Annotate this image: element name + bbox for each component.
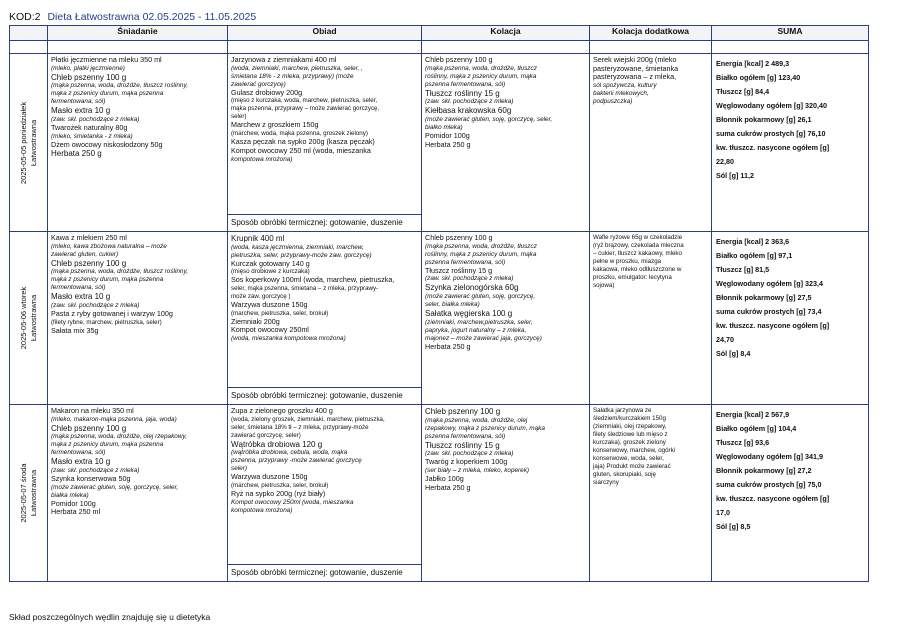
nutrition-value: Tłuszcz [g] 93,6 (716, 438, 770, 447)
extra-supper-cell (590, 232, 712, 405)
menu-line: kakaowa, mleko odtłuszczone w (593, 266, 682, 273)
supper-cell (422, 54, 590, 232)
menu-line: fermentowana, sól) (51, 284, 106, 292)
menu-line: mąka pszenna, przyprawy – może zawierać gorczycę, (231, 105, 380, 113)
menu-line: (mleko, makaron-mąka pszenna, jaja, woda) (51, 415, 177, 423)
nutrition-value: Błonnik pokarmowy [g] 27,5 (716, 293, 812, 302)
breakfast-content (48, 232, 227, 337)
menu-line: (mąka pszenna, woda, drożdże, tłuszcz roślinny, (51, 268, 188, 276)
menu-line: Twarożek naturalny 80g (51, 122, 128, 132)
supper-items (422, 54, 589, 151)
menu-line: pszenna, przyprawy -może zawierać gorczycę (231, 457, 362, 465)
menu-line: bakterii mlekowych, (593, 90, 649, 98)
corner-cell (10, 26, 48, 41)
menu-line: Sałata mix 35g (51, 325, 99, 335)
nutrition-summary (712, 232, 868, 364)
menu-line: Dżem owocowy niskosłodzony 50g (51, 139, 163, 149)
menu-line: Chleb pszenny 100 g (425, 407, 501, 416)
day-label-cell (10, 405, 48, 582)
menu-line: (może zawierać gluten, soję, gorczycę, seler, (425, 115, 553, 123)
menu-line: Kawa z mlekiem 250 ml (51, 233, 127, 242)
menu-line: śledziem/kurczakiem 150g (593, 415, 666, 422)
lunch-cell (228, 232, 422, 405)
day-label (19, 101, 39, 183)
menu-line: Marchew z groszkiem 150g (231, 120, 319, 130)
day-row (10, 54, 869, 232)
menu-line: Makaron na mleku 350 ml (51, 406, 134, 415)
menu-line: Kiełbasa krakowska 60g (425, 106, 512, 116)
menu-line: Wafle ryżowe 65g w czekoladzie (593, 234, 683, 241)
menu-line: Jarzynowa z ziemniakami 400 ml (231, 55, 337, 64)
day-date: 2025-05-06 wtorek (18, 286, 28, 350)
col-lunch: Obiad (228, 26, 422, 41)
col-sum: SUMA (712, 26, 869, 41)
diet-code: KOD:2 (9, 11, 41, 23)
menu-line: roślinny, mąka z pszenicy durum, mąka (425, 72, 537, 80)
day-label (19, 463, 39, 522)
menu-line: kompotowa mrożona) (231, 155, 293, 163)
day-diet: Łatwostrawna (28, 294, 38, 342)
menu-line: pszenna fermentowana, sól) (425, 80, 506, 88)
nutrition-value: Białko ogółem [g] 123,40 (716, 73, 801, 82)
menu-line: roślinny, mąka z pszenicy durum, mąka (425, 250, 537, 258)
menu-line: (mleko, kawa zbożowa naturalna – może (51, 242, 167, 250)
menu-line: majonez – może zawierać jaja, gorczycę) (425, 334, 542, 342)
thermal-processing-note: Sposób obróbki termicznej: gotowanie, duszenie (228, 387, 421, 404)
nutrition-value: Sól [g] 11,2 (716, 171, 754, 180)
menu-line: Warzywa duszone 150g (231, 472, 308, 482)
menu-line: rzepakowy, mąka z pszenicy durum, mąka (425, 424, 545, 432)
menu-line: Szynka zielonogórska 60g (425, 283, 519, 293)
breakfast-items (48, 54, 227, 161)
menu-line: Gulasz drobiowy 200g (231, 87, 303, 97)
menu-line: może zaw. gorczycę ) (231, 293, 291, 300)
menu-line: (zaw. skł. pochodzące z mleka) (51, 301, 140, 309)
supper-items (422, 405, 589, 494)
menu-line: konserwowe, woda, seler, (593, 455, 664, 462)
lunch-items (228, 54, 421, 166)
nutrition-value: Węglowodany ogółem [g] 323,4 (716, 279, 824, 288)
menu-line: Chleb pszenny 100 g (51, 72, 127, 82)
extra-supper-content (590, 232, 711, 292)
menu-line: (może zawierać gluten, soję, gorczycę, seler, (51, 483, 179, 491)
menu-line: (marchew, woda, mąka pszenna, groszek zielony) (231, 130, 368, 138)
menu-line: Tłuszcz roślinny 15 g (425, 88, 500, 98)
menu-line: fermentowana, sól) (51, 98, 106, 106)
breakfast-items (48, 405, 227, 519)
nutrition-value: Błonnik pokarmowy [g] 26,1 (716, 115, 812, 124)
menu-line: Chleb pszenny 100 g (425, 233, 493, 242)
day-date: 2025-05-05 poniedziałek (18, 101, 28, 184)
menu-line: jaja) Produkt może zawierać (593, 463, 671, 470)
menu-line: (woda, mieszanka kompotowa mrożona) (231, 335, 346, 343)
extra-supper-cell (590, 54, 712, 232)
nutrition-value: 17,0 (716, 508, 730, 517)
menu-line: (ziemniaki, marchew,pietruszka, seler, (425, 318, 533, 326)
breakfast-cell (48, 54, 228, 232)
menu-line: (woda, kasza jęczmienna, ziemniaki, marchew, (231, 243, 364, 251)
sum-cell (712, 232, 869, 405)
nutrition-value: kw. tłuszcz. nasycone ogółem [g] (716, 494, 830, 503)
sum-cell (712, 405, 869, 582)
menu-line: filety śledziowe lub mięso z (593, 431, 668, 438)
menu-line: kurczaka), groszek zielony (593, 439, 666, 446)
menu-line: konserwowy, marchew, ogórki (593, 447, 676, 454)
menu-line: (ziemniaki, olej rzepakowy, (593, 423, 667, 430)
menu-line: Jabłko 100g (425, 473, 464, 483)
sum-cell (712, 54, 869, 232)
menu-line: Herbata 250 g (51, 149, 102, 159)
extra-supper-content (590, 54, 711, 108)
menu-line: (ser biały – z mleka, mleko, koperek) (425, 466, 530, 474)
menu-line: seler) (231, 113, 247, 121)
menu-line: (mąka pszenna, woda, drożdże, tłuszcz (425, 64, 537, 72)
breakfast-cell (48, 405, 228, 582)
nutrition-value: Sól [g] 8,5 (716, 522, 751, 531)
lunch-items (228, 405, 421, 517)
extra-supper-cell (590, 405, 712, 582)
menu-line: (marchew, pietruszka, seler, brokuł) (231, 309, 329, 317)
menu-line: seler, śmietana 18% tł – z mleka, przyprawy-może (231, 423, 369, 431)
menu-line: Kurczak gotowany 140 g (231, 258, 310, 268)
day-label-cell (10, 54, 48, 232)
menu-line: Kompot owocowy 250ml (woda, mieszanka (231, 498, 354, 506)
col-supper: Kolacja (422, 26, 590, 41)
menu-line: Sos koperkowy 100ml (woda, marchew, pietruszka, (231, 275, 395, 285)
day-diet: Łatwostrawna (28, 469, 38, 517)
nutrition-value: Białko ogółem [g] 104,4 (716, 424, 797, 433)
menu-line: (mąka pszenna, woda, drożdże, olej rzepakowy, (51, 433, 187, 441)
extra-supper-content (590, 405, 711, 489)
menu-line: pszenna fermentowana, sól) (425, 258, 506, 266)
menu-line: Szynka konserwowa 50g (51, 473, 131, 483)
menu-line: Chleb pszenny 100 g (425, 55, 493, 64)
menu-line: zawierać gluten, cukier) (51, 250, 119, 258)
supper-cell (422, 405, 590, 582)
supper-items (422, 232, 589, 353)
menu-line: mąka z pszenicy durum, mąka pszenna (51, 90, 164, 98)
menu-line: Pomidor 100g (51, 498, 96, 508)
menu-line: (ryż brązowy, czekolada mleczna (593, 242, 684, 249)
menu-line: Masło extra 10 g (51, 292, 111, 302)
menu-line: Herbata 250 ml (51, 507, 101, 517)
menu-line: proszku, emulgator: lecytyna (593, 274, 672, 281)
breakfast-content (48, 405, 227, 519)
supper-content (422, 232, 589, 353)
menu-line: (mleko, płatki jęczmienne) (51, 64, 125, 72)
breakfast-items (48, 232, 227, 337)
menu-line: Chleb pszenny 100 g (51, 258, 127, 268)
menu-line: Sałatka węgierska 100 g (425, 309, 513, 318)
menu-line: sól spożywcza, kultury (593, 82, 657, 90)
nutrition-value: Energia [kcal] 2 363,6 (716, 237, 790, 246)
menu-line: gluten, skorupiaki, soję (593, 471, 656, 478)
menu-line: Sałatka jarzynowa ze (593, 407, 652, 414)
footer-note: Skład poszczególnych wędlin znajduję się u dietetyka (9, 612, 211, 622)
thermal-processing-note: Sposób obróbki termicznej: gotowanie, duszenie (228, 214, 421, 231)
extra-supper-items (590, 232, 711, 292)
breakfast-cell (48, 232, 228, 405)
menu-line: Wątróbka drobiowa 120 g (231, 439, 323, 449)
menu-line: (mięso drobiowe z kurczaka) (231, 268, 310, 276)
menu-line: (woda, ziemniaki, marchew, pietruszka, seler, , (231, 64, 363, 72)
menu-line: Kasza pęczak na sypko 200g (kasza pęczak) (231, 137, 375, 147)
nutrition-value: 22,80 (716, 157, 734, 166)
nutrition-value: suma cukrów prostych [g] 75,0 (716, 480, 822, 489)
menu-line: Herbata 250 g (425, 139, 471, 149)
document-header (9, 11, 256, 23)
supper-content (422, 54, 589, 151)
menu-line: (może zawierać gluten, soję, gorczycę, (425, 293, 536, 300)
menu-line: (mleko, śmietanka - z mleka) (51, 132, 133, 140)
menu-line: (woda, zielony groszek, ziemniaki, marchew, pietruszka, (231, 415, 385, 423)
nutrition-value: Białko ogółem [g] 97,1 (716, 251, 793, 260)
menu-line: białko mleka) (425, 123, 463, 131)
menu-line: (zaw. skł. pochodzące z mleka) (51, 115, 140, 123)
menu-line: (mięso z kurczaka, woda, marchew, pietruszka, seler, (231, 97, 378, 105)
menu-line: podpuszczka) (593, 98, 633, 106)
nutrition-value: Węglowodany ogółem [g] 320,40 (716, 101, 828, 110)
menu-line: (mąka pszenna, woda, drożdże, tłuszcz roślinny, (51, 82, 188, 90)
lunch-content (228, 232, 421, 403)
nutrition-value: Energia [kcal] 2 489,3 (716, 59, 790, 68)
day-row (10, 405, 869, 582)
menu-line: (zaw. skł. pochodzące z mleka) (51, 466, 140, 474)
nutrition-value: Sól [g] 8,4 (716, 349, 751, 358)
menu-line: zawierać gorczycę, seler) (231, 431, 301, 439)
menu-line: Zupa z zielonego groszku 400 g (231, 406, 333, 415)
menu-line: Krupnik 400 ml (231, 234, 285, 243)
supper-content (422, 405, 589, 494)
day-label (19, 287, 39, 350)
menu-line: Chleb pszenny 100 g (51, 423, 127, 433)
menu-line: seler, mąka pszenna, śmietana – z mleka, przyprawy- (231, 285, 379, 292)
menu-line: (zaw. skł. pochodzące z mleka) (425, 450, 514, 458)
menu-line: pasteryzowane, śmietanka (593, 63, 679, 73)
menu-line: pietruszka, seler, przyprawy-może zaw. gorczycę) (231, 251, 372, 259)
menu-line: mąka z pszenicy durum, mąka pszenna (51, 276, 164, 284)
day-diet: Łatwostrawna (28, 119, 38, 166)
day-row (10, 232, 869, 405)
nutrition-value: Tłuszcz [g] 84,4 (716, 87, 770, 96)
menu-line: Ziemniaki 200g (231, 316, 280, 326)
menu-line: seler, białka mleka) (425, 301, 480, 308)
col-breakfast: Śniadanie (48, 26, 228, 41)
nutrition-value: Błonnik pokarmowy [g] 27,2 (716, 466, 812, 475)
menu-line: (zaw. skł. pochodzące z mleka) (425, 275, 514, 283)
nutrition-summary (712, 54, 868, 186)
menu-line: Tłuszcz roślinny 15 g (425, 265, 493, 275)
nutrition-value: suma cukrów prostych [g] 76,10 (716, 129, 826, 138)
nutrition-value: suma cukrów prostych [g] 73,4 (716, 307, 822, 316)
menu-line: Kompot owocowy 250 ml (woda, mieszanka (231, 145, 371, 155)
lunch-cell (228, 405, 422, 582)
menu-line: (mąka pszenna, woda, drożdże, tłuszcz (425, 242, 537, 250)
supper-cell (422, 232, 590, 405)
menu-line: zawierać gorczycę) (231, 80, 286, 88)
menu-line: kompotowa mrożona) (231, 506, 293, 514)
col-extra-supper: Kolacja dodatkowa (590, 26, 712, 41)
menu-line: pełne w proszku, miazga (593, 258, 662, 265)
menu-line: pasteryzowana – z mleka, (593, 72, 677, 82)
menu-line: Płatki jęczmienne na mleku 350 ml (51, 55, 162, 64)
menu-line: (filety rybne, marchew, pietruszka, seler) (51, 318, 162, 326)
menu-line: Twaróg z koperkiem 100g (425, 457, 508, 467)
breakfast-content (48, 54, 227, 161)
menu-line: Herbata 250 g (425, 482, 471, 492)
thermal-processing-note: Sposób obróbki termicznej: gotowanie, duszenie (228, 564, 421, 581)
day-label-cell (10, 232, 48, 405)
nutrition-value: Energia [kcal] 2 567,9 (716, 410, 790, 419)
menu-line: – cukier, tłuszcz kakaowy, mleko (593, 250, 682, 257)
extra-supper-items (590, 54, 711, 108)
menu-line: (marchew, pietruszka, seler, brokuł) (231, 482, 329, 489)
menu-line: Masło extra 10 g (51, 106, 111, 116)
menu-line: białka mleka) (51, 491, 89, 499)
extra-supper-items (590, 405, 711, 489)
menu-line: (mąka pszenna, woda, drożdże, olej (425, 416, 528, 424)
menu-line: mąka z pszenicy durum, mąka pszenna (51, 441, 164, 449)
menu-line: Tłuszcz roślinny 15 g (425, 440, 500, 450)
menu-line: seler) (231, 465, 247, 473)
nutrition-value: Węglowodany ogółem [g] 341,9 (716, 452, 824, 461)
menu-line: siarczyny (593, 479, 619, 486)
lunch-items (228, 232, 421, 345)
nutrition-value: Tłuszcz [g] 81,5 (716, 265, 770, 274)
nutrition-value: 24,70 (716, 335, 734, 344)
menu-line: (wątróbka drobiowa, cebula, woda, mąka (231, 449, 348, 457)
lunch-content (228, 405, 421, 580)
menu-line: Masło extra 10 g (51, 457, 111, 467)
menu-line: śmietana 18% - z mleka, przyprawy) (może (231, 72, 354, 80)
nutrition-value: kw. tłuszcz. nasycone ogółem [g] (716, 143, 830, 152)
day-date: 2025-05-07 środa (18, 463, 28, 523)
column-header-row (10, 26, 869, 41)
menu-line: Pomidor 100g (425, 130, 470, 140)
diet-title: Dieta Łatwostrawna 02.05.2025 - 11.05.2025 (47, 11, 257, 23)
spacer-row (10, 41, 869, 54)
menu-line: fermentowana, sól) (51, 449, 106, 457)
menu-line: Kompot owocowy 250ml (231, 325, 309, 335)
menu-line: (zaw. skł. pochodzące z mleka) (425, 98, 514, 106)
menu-line: Serek wiejski 200g (mleko (593, 55, 677, 64)
menu-line: papryka, jogurt naturalny – z mleka, (425, 326, 527, 334)
menu-line: Herbata 250 g (425, 341, 471, 351)
nutrition-value: kw. tłuszcz. nasycone ogółem [g] (716, 321, 830, 330)
menu-line: Ryż na sypko 200g (ryż biały) (231, 489, 326, 498)
menu-line: Warzywa duszone 150g (231, 300, 308, 309)
menu-line: pszenna fermentowana, sól) (425, 432, 506, 440)
menu-table (9, 25, 869, 582)
lunch-content (228, 54, 421, 230)
menu-line: Pasta z ryby gotowanej i warzyw 100g (51, 308, 173, 318)
menu-line: sojowa) (593, 282, 615, 289)
lunch-cell (228, 54, 422, 232)
nutrition-summary (712, 405, 868, 537)
